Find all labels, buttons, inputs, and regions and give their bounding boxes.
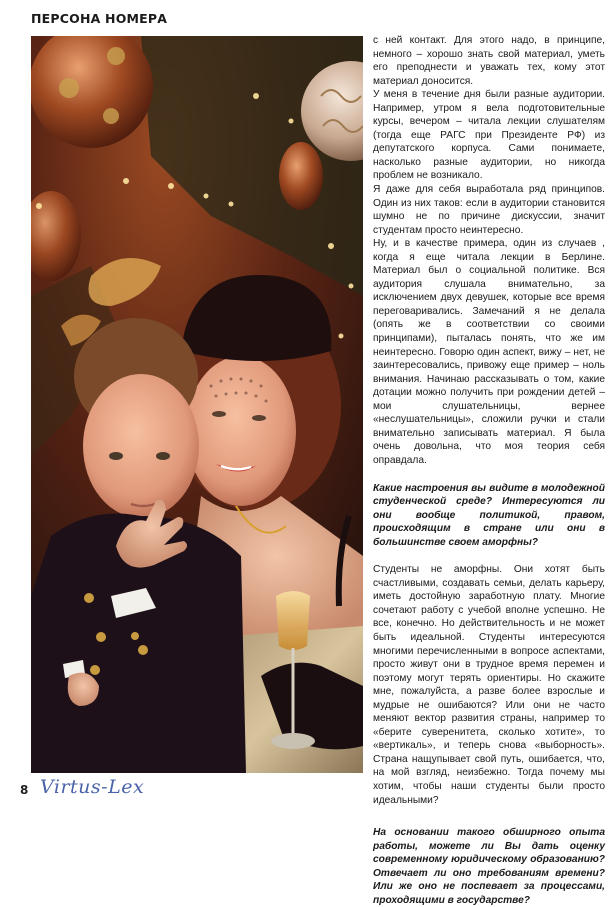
- article-column: [373, 34, 605, 907]
- section-title: ПЕРСОНА НОМЕРА: [31, 11, 168, 26]
- interview-answer: Студенты не аморфны. Они хотят быть счастливыми, создавать семьи, делать карьеру, иметь достойную заработную плату. Многие сочетают работу с учебой вполне успешно. Не все, конечно. Но действительность и не может быть идеальной. Студенты интересуются многими перечисленными в вопросе аспектами, просто живут они в трудное время перемен и поэтому могут терять ориентиры. Но скажите мне, пожалуйста, а разве более взрослые и мудрые не ошибаются? Или они не часто меняют вектор развития страны, например то «берите суверенитета, сколько хотите», то «вертикаль», и теперь снова «выборность». Страна нащупывает свой путь, ошибается, что, на мой взгляд, неизбежно. Тогда почему мы хотим, чтобы наши студенты были просто идеальными?: [373, 564, 605, 806]
- article-paragraph: Я даже для себя выработала ряд принципов. Один из них таков: если в аудитории становится шумно не по причине дискуссии, значит студентам просто неинтересно.: [373, 184, 605, 236]
- article-paragraph: У меня в течение дня были разные аудитории. Например, утром я вела подготовительные курсы, вечером – читала лекции слушателям (тогда еще РАГС при Президенте РФ) из депутатского корпуса. Сами понимаете, насколько разные аудитории, но никогда проблем не возникало.: [373, 89, 605, 182]
- article-paragraph: Ну, и в качестве примера, один из случаев , когда я еще читала лекции в Берлине. Материал был о социальной политике. Вся аудитория слушала внимательно, за исключением двух девушек, которые все время переговаривались. Замечаний я не делала (опять же в соответствии со своими принципами), пыталась понять, что же им неинтересно. Говорю один аспект, вижу – нет, не заинтересовались, привожу еще пример – ноль внимания. Начинаю рассказывать о том, какие дотации можно получить при рождении детей – мои слушательницы, вернее «неслушательницы», сложили ручки и стали внимательно записывать материал. Я была очень довольна, что моя теория себя оправдала.: [373, 238, 605, 466]
- article-paragraph: с ней контакт. Для этого надо, в принципе, немного – хорошо знать свой материал, уметь его преподнести и уважать тех, кому этот материал доносится.: [373, 35, 605, 87]
- cover-photo: [31, 36, 363, 773]
- magazine-logo: Virtus-Lex: [40, 776, 145, 798]
- page-number: 8: [20, 783, 29, 797]
- photo-illustration: [31, 36, 363, 773]
- interview-question: Какие настроения вы видите в молодежной студенческой среде? Интересуются ли они вообще политикой, правом, происходящим в стране или они в большинстве своем аморфны?: [373, 482, 605, 548]
- interview-question: На основании такого обширного опыта работы, можете ли Вы дать оценку современному юридическому образованию?Отвечает ли оно требованиям времени? Или же оно не поспевает за процессами, проходящими в государстве?: [373, 827, 605, 906]
